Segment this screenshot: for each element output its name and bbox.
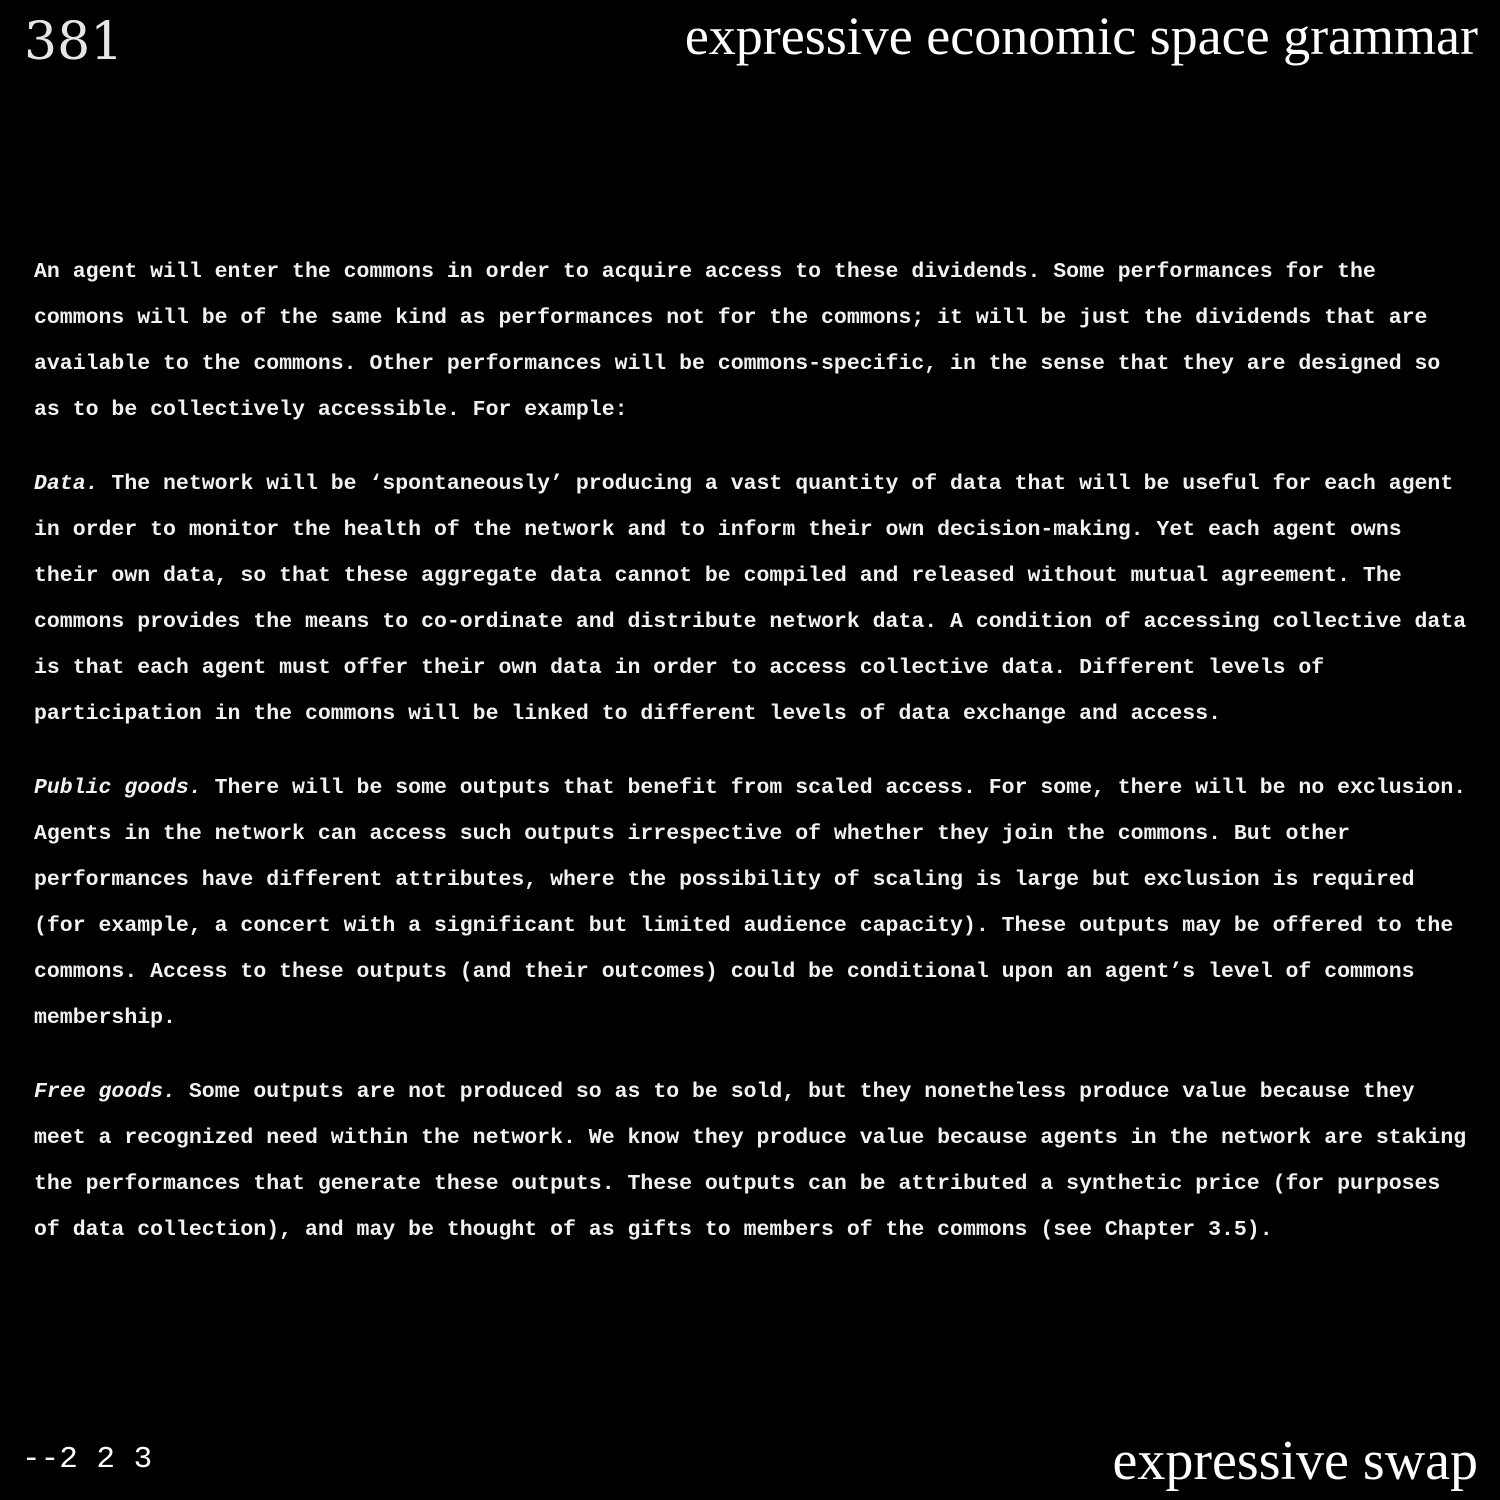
section-public-goods-text: There will be some outputs that benefit from scaled access. For some, there will be no exclusion. Agents in the network can access such outputs irrespective of whether they join the commons. But other performances have different attributes, where the possibility of scaling is large but exclusion is required (for example, a concert with a significant but limited audience capacity). These outputs may be offered to the commons. Access to these outputs (and their outcomes) could be conditional upon an agent’s level of commons membership. (34, 776, 1467, 1030)
intro-paragraph: An agent will enter the commons in order to acquire access to these dividends. Some performances for the commons will be of the same kind as performances not for the commons; it will be just the dividends that are available to the commons. Other performances will be commons-specific, in the sense that they are designed so as to be collectively accessible. For example: (34, 260, 1441, 422)
body-text (34, 249, 1474, 1281)
section-public-goods-paragraph (34, 765, 1474, 1041)
section-data-paragraph (34, 461, 1474, 737)
footer-title: expressive swap (1112, 1430, 1478, 1492)
section-free-goods-lead: Free goods. (34, 1080, 176, 1104)
running-title: expressive economic space grammar (684, 6, 1478, 66)
section-data-lead: Data. (34, 472, 99, 496)
section-free-goods-paragraph (34, 1069, 1474, 1253)
section-data-text: The network will be ‘spontaneously’ producing a vast quantity of data that will be useful for each agent in order to monitor the health of the network and to inform their own decision-making. Yet each agent owns their own data, so that these aggregate data cannot be compiled and released without mutual agreement. The commons provides the means to co-ordinate and distribute network data. A condition of accessing collective data is that each agent must offer their own data in order to access collective data. Different levels of participation in the commons will be linked to different levels of data exchange and access. (34, 472, 1467, 726)
section-free-goods-text: Some outputs are not produced so as to be sold, but they nonetheless produce value because they meet a recognized need within the network. We know they produce value because agents in the network are staking the performances that generate these outputs. These outputs can be attributed a synthetic price (for purposes of data collection), and may be thought of as gifts to members of the commons (see Chapter 3.5). (34, 1080, 1467, 1242)
page-number: 381 (24, 12, 124, 72)
section-public-goods-lead: Public goods. (34, 776, 202, 800)
footer-code: --2 2 3 (22, 1442, 153, 1477)
